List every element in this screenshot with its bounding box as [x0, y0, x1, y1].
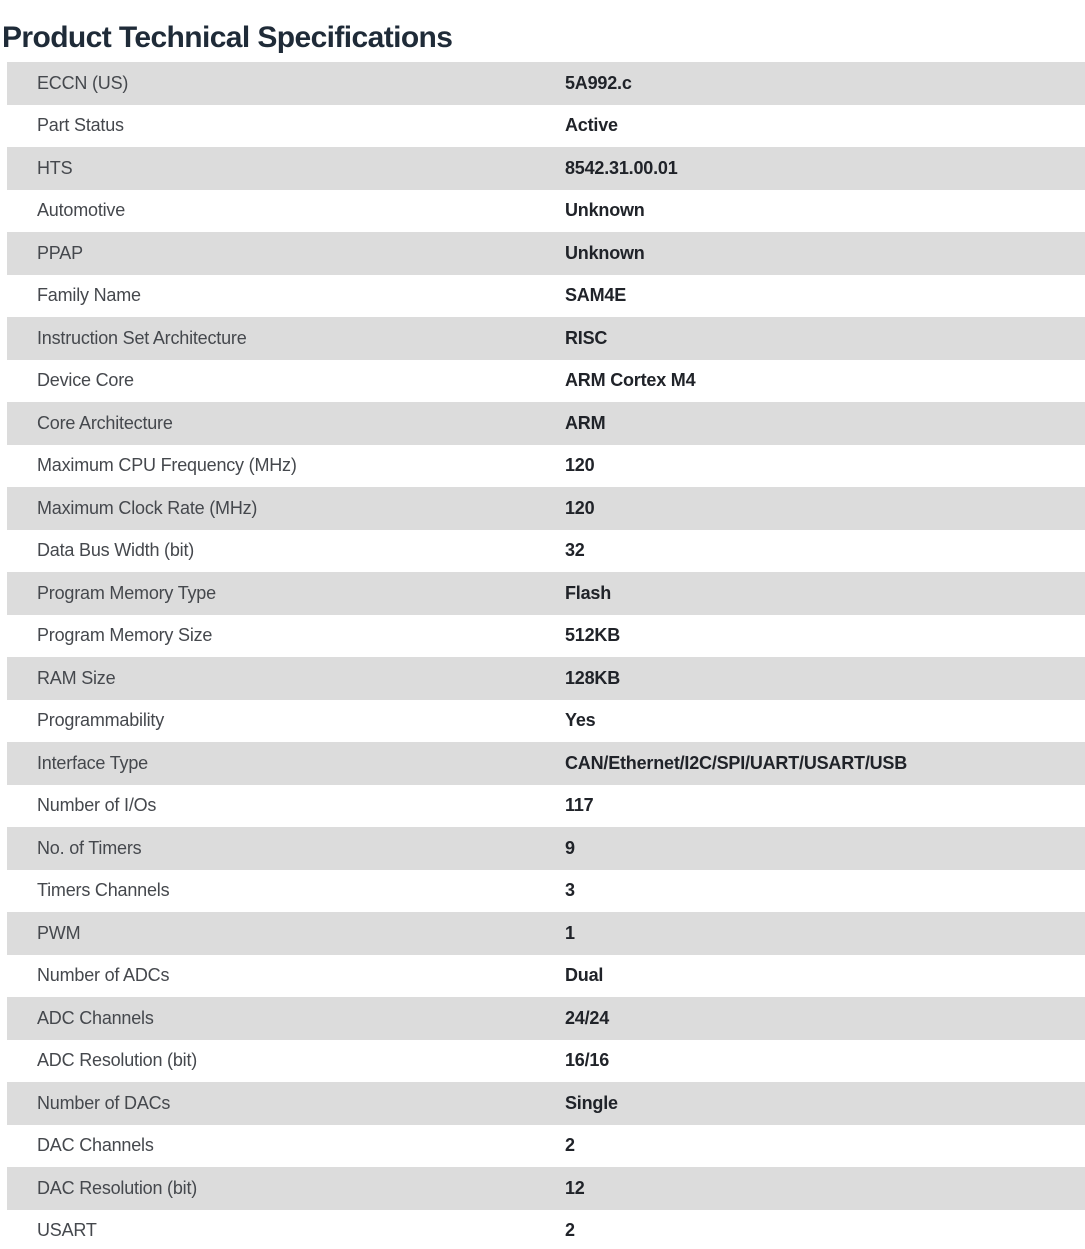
spec-row [7, 997, 1085, 1040]
spec-value: Unknown [565, 200, 645, 221]
spec-label: ECCN (US) [37, 72, 129, 93]
spec-row [7, 275, 1085, 318]
spec-label: Device Core [37, 370, 134, 391]
spec-value: 3 [565, 880, 575, 901]
spec-row [7, 1040, 1085, 1083]
spec-label: PPAP [37, 242, 83, 263]
spec-row [7, 955, 1085, 998]
spec-value: 16/16 [565, 1050, 610, 1071]
spec-row [7, 785, 1085, 828]
spec-label: DAC Channels [37, 1135, 154, 1156]
spec-row [7, 657, 1085, 700]
spec-value: 32 [565, 540, 585, 561]
spec-row [7, 445, 1085, 488]
spec-label: Interface Type [37, 752, 148, 773]
spec-row [7, 360, 1085, 403]
spec-label: RAM Size [37, 667, 116, 688]
spec-label: PWM [37, 922, 81, 943]
spec-label: Automotive [37, 200, 126, 221]
spec-value: 12 [565, 1177, 585, 1198]
spec-label: ADC Resolution (bit) [37, 1050, 198, 1071]
spec-value: 117 [565, 795, 594, 816]
spec-row [7, 232, 1085, 275]
spec-row [7, 190, 1085, 233]
spec-value: 9 [565, 837, 575, 858]
spec-row [7, 827, 1085, 870]
spec-row [7, 402, 1085, 445]
spec-label: No. of Timers [37, 837, 142, 858]
page-title: Product Technical Specifications [2, 21, 453, 55]
spec-value: 120 [565, 455, 595, 476]
spec-value: Unknown [565, 242, 645, 263]
spec-label: Maximum Clock Rate (MHz) [37, 497, 258, 518]
spec-value: 1 [565, 922, 575, 943]
spec-row [7, 912, 1085, 955]
spec-label: Data Bus Width (bit) [37, 540, 195, 561]
spec-value: 8542.31.00.01 [565, 157, 678, 178]
spec-value: 2 [565, 1135, 575, 1156]
spec-value: ARM [565, 412, 606, 433]
spec-value: ARM Cortex M4 [565, 370, 696, 391]
spec-label: Number of I/Os [37, 795, 157, 816]
spec-label: Maximum CPU Frequency (MHz) [37, 455, 297, 476]
spec-table [7, 62, 1085, 1249]
spec-row [7, 1082, 1085, 1125]
spec-label: Number of DACs [37, 1092, 171, 1113]
spec-label: Timers Channels [37, 880, 170, 901]
spec-label: Family Name [37, 285, 141, 306]
spec-label: Core Architecture [37, 412, 173, 433]
spec-row [7, 742, 1085, 785]
spec-value: SAM4E [565, 285, 627, 306]
spec-value: CAN/Ethernet/I2C/SPI/UART/USART/USB [565, 752, 908, 773]
spec-row [7, 317, 1085, 360]
spec-value: RISC [565, 327, 608, 348]
spec-row [7, 572, 1085, 615]
spec-value: 2 [565, 1220, 575, 1241]
spec-label: DAC Resolution (bit) [37, 1177, 198, 1198]
spec-row [7, 530, 1085, 573]
spec-row [7, 870, 1085, 913]
spec-label: USART [37, 1220, 97, 1241]
spec-label: Programmability [37, 710, 165, 731]
spec-label: Part Status [37, 115, 124, 136]
spec-label: Program Memory Type [37, 582, 216, 603]
spec-value: 512KB [565, 625, 621, 646]
spec-value: 128KB [565, 667, 621, 688]
spec-label: Number of ADCs [37, 965, 170, 986]
spec-label: Program Memory Size [37, 625, 213, 646]
spec-value: Yes [565, 710, 596, 731]
spec-value: Active [565, 115, 618, 136]
spec-value: Single [565, 1092, 618, 1113]
spec-label: HTS [37, 157, 73, 178]
spec-value: 120 [565, 497, 595, 518]
spec-value: Dual [565, 965, 604, 986]
spec-value: Flash [565, 582, 612, 603]
spec-value: 5A992.c [565, 72, 632, 93]
spec-row [7, 700, 1085, 743]
spec-row [7, 615, 1085, 658]
spec-label: ADC Channels [37, 1007, 154, 1028]
spec-row [7, 147, 1085, 190]
spec-row [7, 105, 1085, 148]
spec-row [7, 1167, 1085, 1210]
spec-row [7, 1210, 1085, 1249]
spec-row [7, 1125, 1085, 1168]
spec-row [7, 487, 1085, 530]
spec-row [7, 62, 1085, 105]
spec-label: Instruction Set Architecture [37, 327, 247, 348]
spec-value: 24/24 [565, 1007, 610, 1028]
